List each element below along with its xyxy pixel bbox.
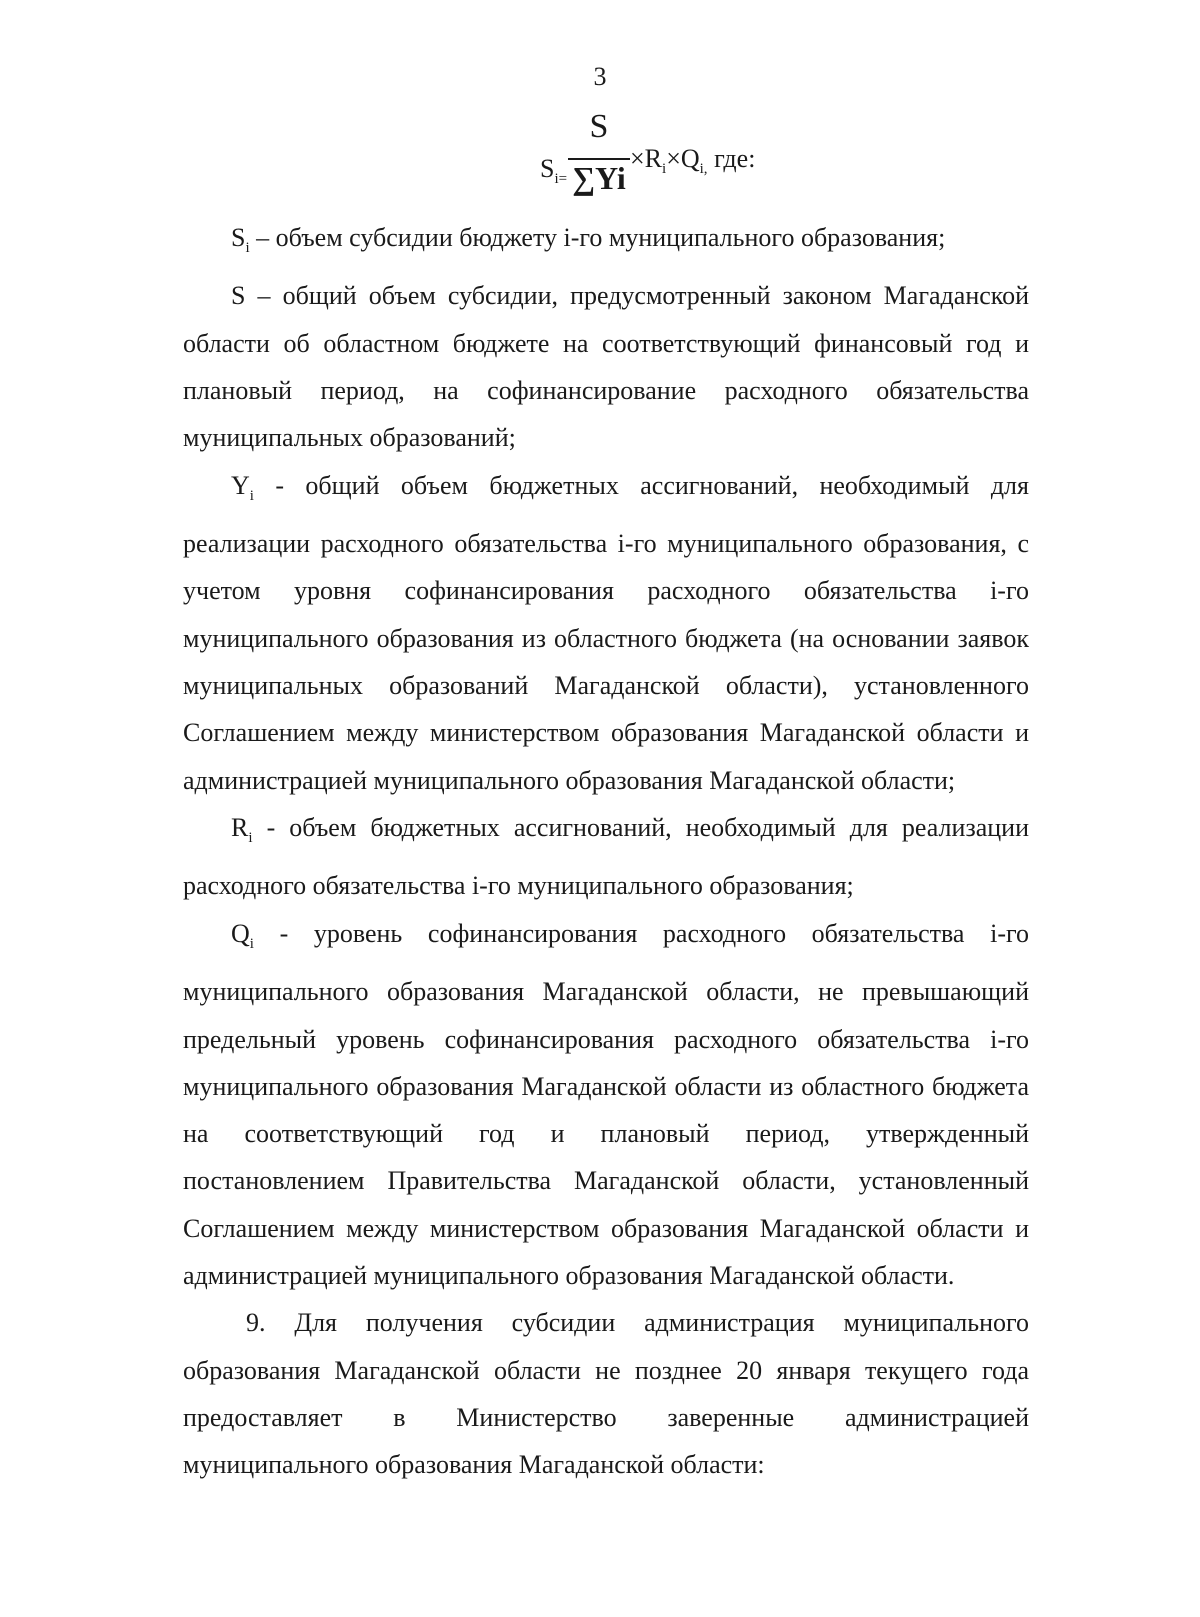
page-number: 3 [593, 62, 607, 91]
definition-qi: $Q_i$ - уровень софинансирования расходного обязательства i-го муниципального образования Магаданской области, не превышающий предельный уровень софинансирования расходного обязательства i-го муниципального образования Магаданской области из областного бюджета на соответствующий год и плановый период, утвержденный постановлением Правительства Магаданской области, установленный Соглашением между министерством образования Магаданской области и администрацией муниципального образования Магаданской области. [183, 918, 1029, 1290]
definition-yi: $Y_i$ - общий объем бюджетных ассигнований, необходимый для реализации расходного обязательства i-го муниципального образования, с учетом уровня софинансирования расходного обязательства i-го муниципального образования из областного бюджета (на основании заявок муниципальных образований Магаданской области), установленного Соглашением между министерством образования Магаданской области и администрацией муниципального образования Магаданской области; [183, 470, 1029, 795]
formula-numerator: S [589, 108, 609, 145]
formula-lhs: $S_{i=}$ [540, 154, 568, 188]
formula-denominator: ∑Yi [572, 160, 626, 196]
subsidy-formula [540, 108, 840, 203]
definition-si: $S_i$ – объем субсидии бюджету i-го муниципального образования; [231, 223, 946, 257]
document-body [183, 214, 1029, 1488]
formula-fraction [568, 108, 630, 203]
formula-rhs: $\times R_i\times Q_{i,}$ где: [630, 144, 756, 178]
definition-s: S – общий объем субсидии, предусмотренный законом Магаданской области об областном бюджете на соответствующий финансовый год и плановый период, на софинансирование расходного обязательства муниципальных образований; [183, 281, 1029, 453]
clause-9: 9. Для получения субсидии администрация муниципального образования Магаданской области не позднее 20 января текущего года предоставляет в Министерство заверенные администрацией муниципального образования Магаданской области: [183, 1308, 1029, 1480]
definition-ri: $R_i$ - объем бюджетных ассигнований, необходимый для реализации расходного обязательства i-го муниципального образования; [183, 812, 1029, 901]
